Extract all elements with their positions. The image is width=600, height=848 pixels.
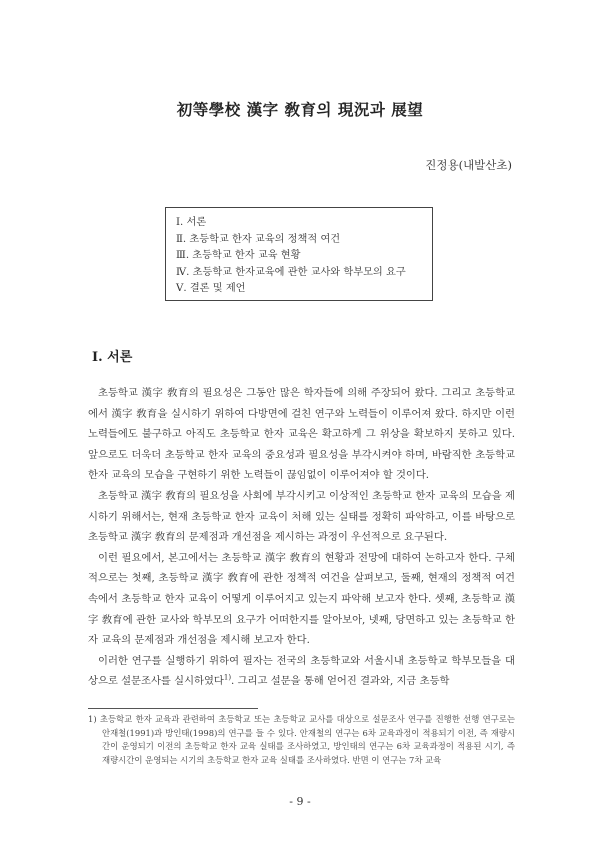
footnote-ref: 1) bbox=[223, 673, 232, 682]
footnote-divider bbox=[88, 708, 258, 709]
toc-item: Ⅰ. 서론 bbox=[176, 217, 207, 228]
footnote bbox=[88, 713, 515, 767]
toc-item: Ⅴ. 결론 및 제언 bbox=[176, 283, 246, 295]
paragraph-text: . 그리고 설문을 통해 얻어진 결과와, 지금 초등학 bbox=[231, 675, 450, 688]
paragraph: 초등학교 漢字 敎育의 필요성은 그동안 많은 학자들에 의해 주장되어 왔다. 그리고 초등학교에서 漢字 敎育을 실시하기 위하여 다방면에 걸친 연구와 노력들이 이루어져 왔다. 하지만 이런 노력들에도 불구하고 아직도 초등학교 한자 교육은 확고하게 그 위상을 확보하지 못하고 있다. 앞으로도 더욱더 초등학교 한자 교육의 중요성과 필요성을 부각시켜야 하며, 바람직한 초등학교 한자 교육의 모습을 구현하기 위한 노력들이 끊임없이 이루어져야 할 것이다. bbox=[88, 387, 515, 482]
paragraph bbox=[88, 651, 515, 692]
footnote-text: 1) 초등학교 한자 교육과 관련하여 초등학교 또는 초등학교 교사를 대상으로 설문조사 연구를 진행한 선행 연구로는 안재철(1991)과 방인태(1998)의 연구를 들 수 있다. 안재철의 연구는 6차 교육과정이 적용되기 이전, 즉 재량시간이 운영되기 이전의 초등학교 한자 교육 실태를 조사하였고, 방인태의 연구는 6차 교육과정이 적용된 시기, 즉 재량시간이 운영되는 시기의 초등학교 한자 교육 실태를 조사하였다. 반면 이 연구는 7차 교육 bbox=[88, 714, 515, 765]
page-number: - 9 - bbox=[289, 795, 311, 808]
section-heading: Ⅰ. 서론 bbox=[92, 350, 133, 365]
body-text bbox=[88, 383, 515, 692]
toc-item: Ⅳ. 초등학교 한자교육에 관한 교사와 학부모의 요구 bbox=[176, 266, 406, 278]
toc-item: Ⅱ. 초등학교 한자 교육의 정책적 여건 bbox=[176, 233, 341, 245]
paragraph: 이런 필요에서, 본고에서는 초등학교 漢字 敎育의 현황과 전망에 대하여 논하고자 한다. 구체적으로는 첫째, 초등학교 漢字 敎育에 관한 정책적 여건을 살펴보고, 둘째, 현재의 정책적 여건 속에서 초등학교 한자 교육이 어떻게 이루어지고 있는지 파악해 보고자 한다. 셋째, 초등학교 漢字 敎育에 관한 교사와 학부모의 요구가 어떠한지를 알아보아, 넷째, 당면하고 있는 초등학교 한자 교육의 문제점과 개선점을 제시해 보고자 한다. bbox=[88, 551, 515, 647]
paragraph: 초등학교 漢字 敎育의 필요성을 사회에 부각시키고 이상적인 초등학교 한자 교육의 모습을 제시하기 위해서는, 현재 초등학교 한자 교육이 처해 있는 실태를 정확히 파악하고, 이를 바탕으로 초등학교 漢字 敎育의 문제점과 개선점을 제시하는 과정이 우선적으로 요구된다. bbox=[88, 489, 515, 544]
paper-title: 初等學校 漢字 敎育의 現況과 展望 bbox=[176, 100, 424, 119]
toc-item: Ⅲ. 초등학교 한자 교육 현황 bbox=[176, 250, 301, 262]
table-of-contents bbox=[165, 207, 433, 301]
author-line: 진정용(내발산초) bbox=[425, 158, 512, 172]
paragraph-text: 이러한 연구를 실행하기 위하여 필자는 전국의 초등학교와 서울시내 초등학교 학부모들을 대상으로 설문조사를 실시하였다 bbox=[88, 654, 515, 688]
